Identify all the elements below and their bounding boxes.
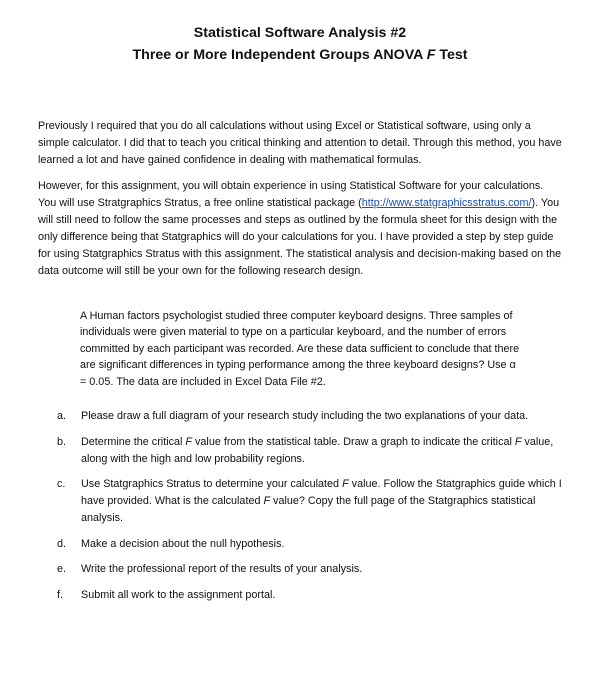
statgraphics-link[interactable]: http://www.statgraphicsstratus.com/ [361,197,532,209]
task-text: Use Statgraphics Stratus to determine your calculated [81,478,343,491]
title-line-2-text: Three or More Independent Groups ANOVA [132,47,427,63]
task-text: Submit all work to the assignment portal. [81,588,276,601]
task-text: Make a decision about the null hypothesis. [81,537,285,550]
research-scenario: A Human factors psychologist studied three computer keyboard designs. Three samples of individuals were given material to type on a particular keyboard, and the number of errors committed by each participant was recorded. Are these data sufficient to conclude that there are significant differences in typing performance among the three keyboard designs? Use α = 0.05. The data are included in Excel Data File #2. [80,310,520,388]
intro-paragraph-1: Previously I required that you do all calculations without using Excel or Statistical software, using only a simple calculator. I did that to teach you critical thinking and attention to detail. Through this method, you have learned a lot and have gained confidence in dealing with mathematical formulas. [38,120,562,166]
task-label: c. [57,478,66,491]
task-label: e. [57,563,67,576]
task-label: b. [57,435,67,448]
task-text: value? Copy the full page of the Statgraphics statistical analysis. [81,495,536,525]
task-b [38,434,562,468]
f-italic: F [185,435,193,448]
intro-p2-start: However, for this assignment, you will obtain experience in using Statistical Software for your calculations. You will use Stratgraphics Stratus, a free online statistical package ( [38,180,544,209]
title-line-2 [38,44,562,66]
task-text: value, along with the high and low probability regions. [81,435,554,465]
title-f-italic: F [426,47,436,63]
task-label: d. [57,537,67,550]
task-label: a. [57,410,67,423]
f-italic: F [263,495,271,508]
intro-p2-end: ). You will still need to follow the same processes and steps as outlined by the formula sheet for this design with the only difference being that Statgraphics will do your calculations for you. I have provided a step by step guide for using Statgraphics Stratus with this assignment. The statistical analysis and decision-making based on the data outcome will still be your own for the following research design. [38,197,562,277]
task-text: Determine the critical [81,435,186,448]
f-italic: F [342,478,349,491]
task-f [38,587,562,604]
task-text: Write the professional report of the results of your analysis. [81,563,363,576]
intro-paragraph-2 [38,178,562,280]
title-line-2-end: Test [435,47,468,63]
task-c [38,476,562,527]
task-text: value. Follow the Statgraphics guide which I have provided. What is the calculated [81,478,562,508]
task-list [38,408,562,604]
task-text: Please draw a full diagram of your research study including the two explanations of your data. [81,410,529,423]
document-title [38,22,562,66]
task-e [38,561,562,578]
task-d [38,536,562,553]
task-label: f. [57,588,63,601]
task-a [38,408,562,425]
f-italic: F [514,435,522,448]
title-line-1: Statistical Software Analysis #2 [193,25,407,41]
task-text: value from the statistical table. Draw a graph to indicate the critical [192,435,515,448]
